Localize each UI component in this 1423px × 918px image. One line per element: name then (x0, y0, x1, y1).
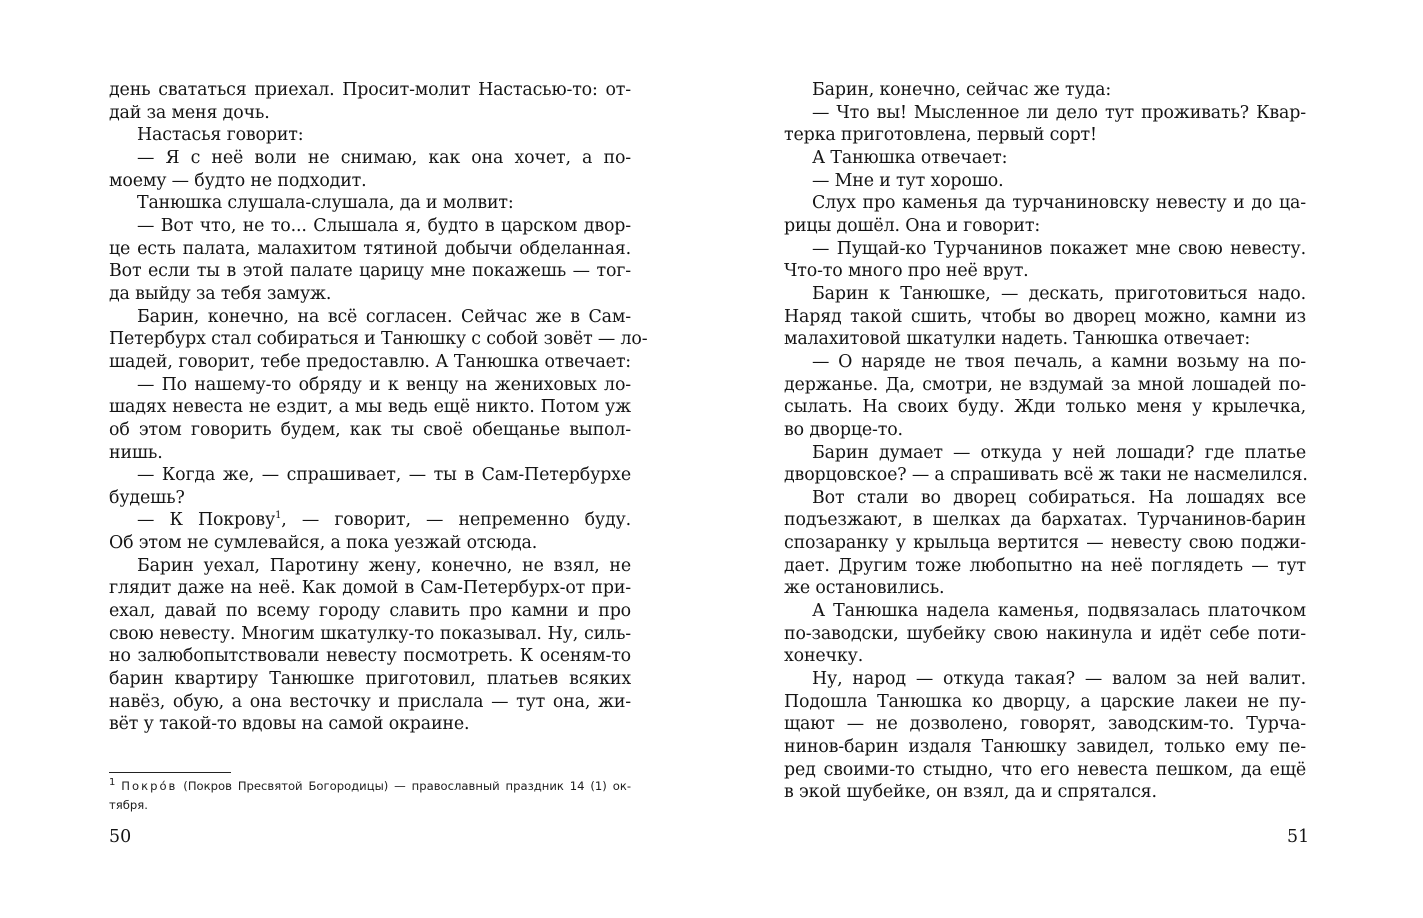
text-line: ред своими-то стыдно, что его невеста пешком, да ещё (784, 759, 1306, 780)
text-line: — Мне и тут хорошо. (812, 170, 1004, 191)
text-line: моему — будто не подходит. (109, 170, 367, 191)
page-number: 51 (1287, 827, 1310, 847)
text-fragment: — К Покрову (137, 510, 276, 531)
text-line: це есть палата, малахитом тятиной добычи обделанная. (109, 238, 631, 259)
text-line: Настасья говорит: (137, 125, 304, 146)
text-line: ехал, давай по всему городу славить про камни и про (109, 601, 631, 622)
text-line: Барин, конечно, на всё согласен. Сейчас же в Сам- (137, 306, 631, 327)
text-line: — Когда же, — спрашивает, — ты в Сам-Петербурхе (137, 465, 631, 486)
text-line: А Танюшка надела каменья, подвязалась платочком (812, 601, 1306, 622)
text-line: — Пущай-ко Турчанинов покажет мне свою невесту. (812, 238, 1306, 259)
text-line: щают — не дозволено, говорят, заводским-то. Турча- (784, 714, 1306, 735)
text-line: день свататься приехал. Просит-молит Настасью-то: от- (109, 80, 631, 100)
right-page (712, 0, 1412, 918)
text-line: малахитовой шкатулки надеть. Танюшка отвечает: (784, 329, 1251, 350)
text-line: дворцовское? — а спрашивать всё ж таки не насмелился. (784, 465, 1308, 486)
text-line: Вот если ты в этой палате царицу мне покажешь — тог- (109, 261, 631, 282)
text-line: Барин уехал, Паротину жену, конечно, не взял, не (137, 555, 631, 576)
text-line: Барин, конечно, сейчас же туда: (812, 80, 1112, 100)
text-line: шадях невеста не ездит, а мы ведь ещё никто. Потом уж (109, 397, 631, 418)
text-line: — Вот что, не то... Слышала я, будто в царском двор- (137, 215, 631, 236)
text-line: Танюшка слушала-слушала, да и молвит: (137, 193, 514, 214)
footnote-reference: 1 (275, 510, 282, 522)
text-line: — Я с неё воли не снимаю, как она хочет, а по- (137, 147, 631, 168)
text-line: по-заводски, шубейку свою накинула и идёт себе поти- (784, 623, 1306, 644)
text-line: Вот стали во дворец собираться. На лошадях все (812, 487, 1306, 508)
footnote-term: Покро́в (121, 779, 178, 793)
text-line: во дворце-то. (784, 419, 903, 440)
text-line: Петербурх стал собираться и Танюшку с собой зовёт — ло- (109, 329, 648, 350)
text-line: да выйду за тебя замуж. (109, 283, 332, 304)
text-line: — По нашему-то обряду и к венцу на жениховых ло- (137, 374, 631, 395)
text-line: рицы дошёл. Она и говорит: (784, 215, 1041, 236)
text-line: дает. Другим тоже любопытно на неё поглядеть — тут (784, 555, 1306, 576)
text-line: глядит даже на неё. Как домой в Сам-Петербурх-от при- (109, 578, 631, 599)
text-line: Ну, народ — откуда такая? — валом за ней валит. (812, 669, 1306, 690)
footnote-line (109, 777, 631, 796)
text-line: Что-то много про неё врут. (784, 261, 1029, 282)
text-line: дай за меня дочь. (109, 102, 270, 123)
text-line: — Что вы! Мысленное ли дело тут проживать? Квар- (812, 102, 1306, 123)
text-line-with-footnote (109, 509, 631, 532)
text-line: Барин думает — откуда у ней лошади? где платье (812, 442, 1306, 463)
page-number: 50 (109, 827, 132, 847)
text-line: Подошла Танюшка ко дворцу, а царские лакеи не пу- (784, 691, 1306, 712)
footnote-mark: 1 (109, 777, 116, 789)
text-line: барин квартиру Танюшке приготовил, платьев всяких (109, 669, 631, 690)
text-fragment: , — говорит, — непременно буду. (281, 510, 631, 531)
text-line: держанье. Да, смотри, не вздумай за мной лошадей по- (784, 374, 1306, 395)
text-line: спозаранку у крыльца вертится — невесту свою поджи- (784, 533, 1306, 554)
text-line: А Танюшка отвечает: (812, 147, 1008, 168)
footnote-line: тября. (109, 798, 148, 812)
text-line: терка приготовлена, первый сорт! (784, 125, 1097, 146)
text-line: свою невесту. Многим шкатулку-то показывал. Ну, силь- (109, 623, 631, 644)
right-page-text (784, 79, 1306, 804)
left-page (0, 0, 700, 918)
text-line: хонечку. (784, 646, 864, 667)
text-line: сылать. На своих буду. Жди только меня у крылечка, (784, 397, 1306, 418)
text-line: Наряд такой сшить, чтобы во дворец можно, камни из (784, 306, 1306, 327)
text-line: Барин к Танюшке, — дескать, приготовиться надо. (812, 283, 1306, 304)
text-line: навёз, обую, а она весточку и прислала — тут она, жи- (109, 691, 631, 712)
text-line: шадей, говорит, тебе предоставлю. А Танюшка отвечает: (109, 351, 631, 372)
text-line: вёт у такой-то вдовы на самой окраине. (109, 714, 470, 735)
text-line: но залюбопытствовали невесту посмотреть. К осеням-то (109, 646, 631, 667)
text-line: же остановились. (784, 578, 945, 599)
text-line: Слух про каменья да турчаниновску невесту и до ца- (812, 193, 1306, 214)
text-line: будешь? (109, 487, 185, 508)
text-line: нинов-барин издаля Танюшку завидел, только ему пе- (784, 737, 1306, 758)
text-line: Об этом не сумлевайся, а пока уезжай отсюда. (109, 533, 538, 554)
left-page-text (109, 79, 648, 736)
text-line: об этом говорить будем, как ты своё обещанье выпол- (109, 419, 631, 440)
footnote-text: (Покров Пресвятой Богородицы) — православный праздник 14 (1) ок- (183, 779, 632, 793)
text-line: нишь. (109, 442, 163, 463)
text-line: — О наряде не твоя печаль, а камни возьму на по- (812, 351, 1306, 372)
footnote (109, 777, 631, 815)
text-line: в экой шубейке, он взял, да и спрятался. (784, 782, 1157, 803)
footnote-divider (109, 772, 231, 773)
text-line: подъезжают, в шелках да бархатах. Турчанинов-барин (784, 510, 1306, 531)
